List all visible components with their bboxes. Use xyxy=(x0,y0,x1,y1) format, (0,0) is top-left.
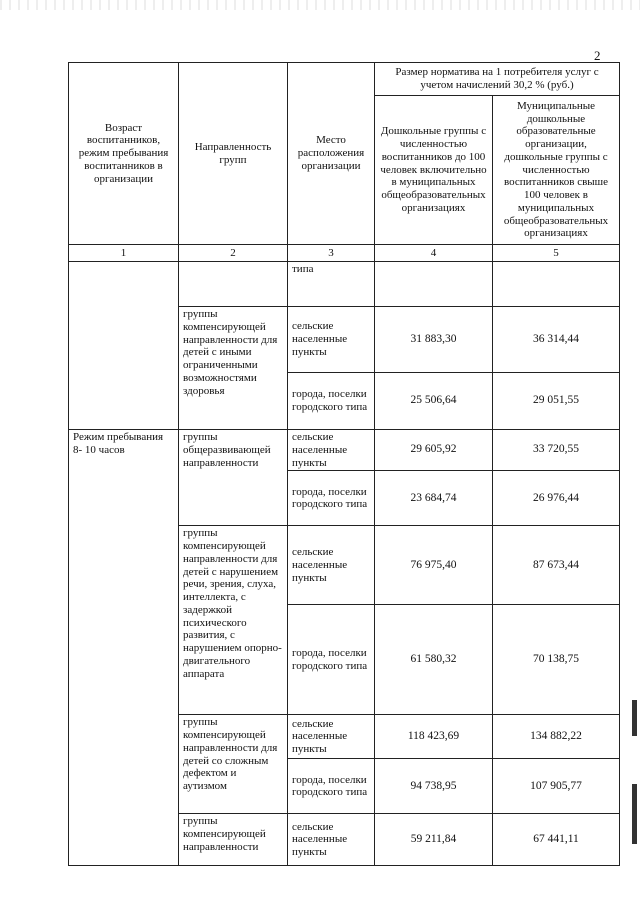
location-cell: города, поселки городского типа xyxy=(288,759,375,814)
value-cell: 59 211,84 xyxy=(375,814,493,866)
value-cell: 31 883,30 xyxy=(375,307,493,373)
group-focus-cell: группы компенсирующей направленности xyxy=(179,814,288,866)
column-number: 2 xyxy=(179,245,288,262)
value-cell: 26 976,44 xyxy=(493,471,620,526)
column-number: 3 xyxy=(288,245,375,262)
value-cell: 94 738,95 xyxy=(375,759,493,814)
group-focus-cell: группы общеразвивающей направленности xyxy=(179,430,288,526)
value-cell: 23 684,74 xyxy=(375,471,493,526)
column-number: 4 xyxy=(375,245,493,262)
scan-edge-mark xyxy=(632,784,637,844)
value-cell: 29 051,55 xyxy=(493,373,620,430)
location-cell: сельские населенные пункты xyxy=(288,715,375,759)
group-focus-cell: группы компенсирующей направленности для детей с нарушением речи, зрения, слуха, интеллекта, с задержкой психического развития, с нарушением опорно-двигательного аппарата xyxy=(179,526,288,715)
header-location: Место расположения организации xyxy=(288,63,375,245)
regime-cell-empty xyxy=(69,262,179,430)
value-cell-empty xyxy=(375,262,493,307)
value-cell: 76 975,40 xyxy=(375,526,493,605)
value-cell: 118 423,69 xyxy=(375,715,493,759)
table-row xyxy=(69,262,620,307)
norms-table xyxy=(68,62,620,866)
value-cell-empty xyxy=(493,262,620,307)
scan-noise-top xyxy=(0,0,640,10)
header-small-groups: Дошкольные группы с численностью воспитанников до 100 человек включительно в муниципальных общеобразовательных организациях xyxy=(375,96,493,245)
location-cell: сельские населенные пункты xyxy=(288,814,375,866)
header-age-regime: Возраст воспитанников, режим пребывания воспитанников в организации xyxy=(69,63,179,245)
column-number: 5 xyxy=(493,245,620,262)
value-cell: 87 673,44 xyxy=(493,526,620,605)
location-cell: типа xyxy=(288,262,375,307)
value-cell: 134 882,22 xyxy=(493,715,620,759)
group-focus-cell: группы компенсирующей направленности для детей с иными ограниченными возможностями здоровья xyxy=(179,307,288,430)
location-cell: сельские населенные пункты xyxy=(288,526,375,605)
value-cell: 67 441,11 xyxy=(493,814,620,866)
header-group-focus: Направленность групп xyxy=(179,63,288,245)
column-number: 1 xyxy=(69,245,179,262)
focus-cell-empty xyxy=(179,262,288,307)
value-cell: 29 605,92 xyxy=(375,430,493,471)
value-cell: 36 314,44 xyxy=(493,307,620,373)
value-cell: 107 905,77 xyxy=(493,759,620,814)
scan-edge-mark xyxy=(632,700,637,736)
location-cell: сельские населенные пункты xyxy=(288,307,375,373)
value-cell: 25 506,64 xyxy=(375,373,493,430)
location-cell: города, поселки городского типа xyxy=(288,605,375,715)
column-numbers-row xyxy=(69,245,620,262)
location-cell: сельские населенные пункты xyxy=(288,430,375,471)
group-focus-cell: группы компенсирующей направленности для детей со сложным дефектом и аутизмом xyxy=(179,715,288,814)
table-row xyxy=(69,430,620,471)
value-cell: 70 138,75 xyxy=(493,605,620,715)
header-norm-size: Размер норматива на 1 потребителя услуг с учетом начислений 30,2 % (руб.) xyxy=(375,63,620,96)
value-cell: 61 580,32 xyxy=(375,605,493,715)
page-number: 2 xyxy=(594,48,601,63)
header-row xyxy=(69,63,620,96)
value-cell: 33 720,55 xyxy=(493,430,620,471)
header-large-orgs: Муниципальные дошкольные образовательные организации, дошкольные группы с численностью воспитанников свыше 100 человек в муниципальных общеобразовательных организациях xyxy=(493,96,620,245)
regime-cell: Режим пребывания 8- 10 часов xyxy=(69,430,179,866)
location-cell: города, поселки городского типа xyxy=(288,373,375,430)
location-cell: города, поселки городского типа xyxy=(288,471,375,526)
